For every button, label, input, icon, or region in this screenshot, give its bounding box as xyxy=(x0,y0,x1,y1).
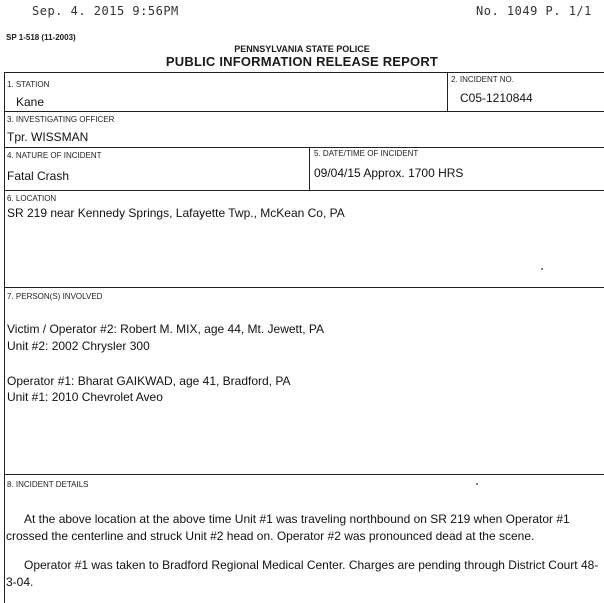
station-value: Kane xyxy=(16,95,45,109)
column-divider xyxy=(309,147,310,190)
fax-date-time: Sep. 4. 2015 9:56PM xyxy=(32,4,179,18)
scan-speck xyxy=(541,268,543,270)
row-divider xyxy=(4,147,604,148)
row-divider xyxy=(4,287,604,288)
nature-of-incident-label: 4. NATURE OF INCIDENT xyxy=(7,151,102,160)
incident-no-label: 2. INCIDENT NO. xyxy=(451,75,514,84)
person-line: Unit #1: 2010 Chevrolet Aveo xyxy=(7,390,163,404)
person-line: Operator #1: Bharat GAIKWAD, age 41, Bradford, PA xyxy=(7,374,291,388)
incident-no-value: C05-1210844 xyxy=(460,91,533,105)
location-label: 6. LOCATION xyxy=(7,194,57,203)
agency-name: PENNSYLVANIA STATE POLICE xyxy=(234,44,370,54)
station-label: 1. STATION xyxy=(7,80,50,89)
row-divider xyxy=(4,474,604,475)
date-time-value: 09/04/15 Approx. 1700 HRS xyxy=(314,166,464,180)
fax-page-info: No. 1049 P. 1/1 xyxy=(476,4,592,18)
incident-paragraph: Operator #1 was taken to Bradford Regional Medical Center. Charges are pending through District Court 48-3-04. xyxy=(6,558,599,589)
date-time-label: 5. DATE/TIME OF INCIDENT xyxy=(314,149,419,158)
nature-of-incident-value: Fatal Crash xyxy=(7,169,70,183)
row-divider xyxy=(4,111,604,112)
incident-paragraph: At the above location at the above time Unit #1 was traveling northbound on SR 219 when Operator #1 crossed the centerline and struck Unit #2 head on. Operator #2 was pronounced dead at the scene. xyxy=(6,512,570,543)
investigating-officer-label: 3. INVESTIGATING OFFICER xyxy=(7,115,115,124)
incident-details-label: 8. INCIDENT DETAILS xyxy=(7,480,89,489)
report-title: PUBLIC INFORMATION RELEASE REPORT xyxy=(165,54,439,69)
row-divider xyxy=(4,190,604,191)
location-value: SR 219 near Kennedy Springs, Lafayette Twp., McKean Co, PA xyxy=(7,206,345,220)
scan-speck xyxy=(476,483,478,485)
persons-involved-label: 7. PERSON(S) INVOLVED xyxy=(7,292,103,301)
investigating-officer-value: Tpr. WISSMAN xyxy=(7,130,89,144)
person-line: Unit #2: 2002 Chrysler 300 xyxy=(7,339,150,353)
form-number: SP 1-518 (11-2003) xyxy=(6,33,76,42)
person-line: Victim / Operator #2: Robert M. MIX, age 44, Mt. Jewett, PA xyxy=(7,322,325,336)
column-divider xyxy=(447,72,448,111)
